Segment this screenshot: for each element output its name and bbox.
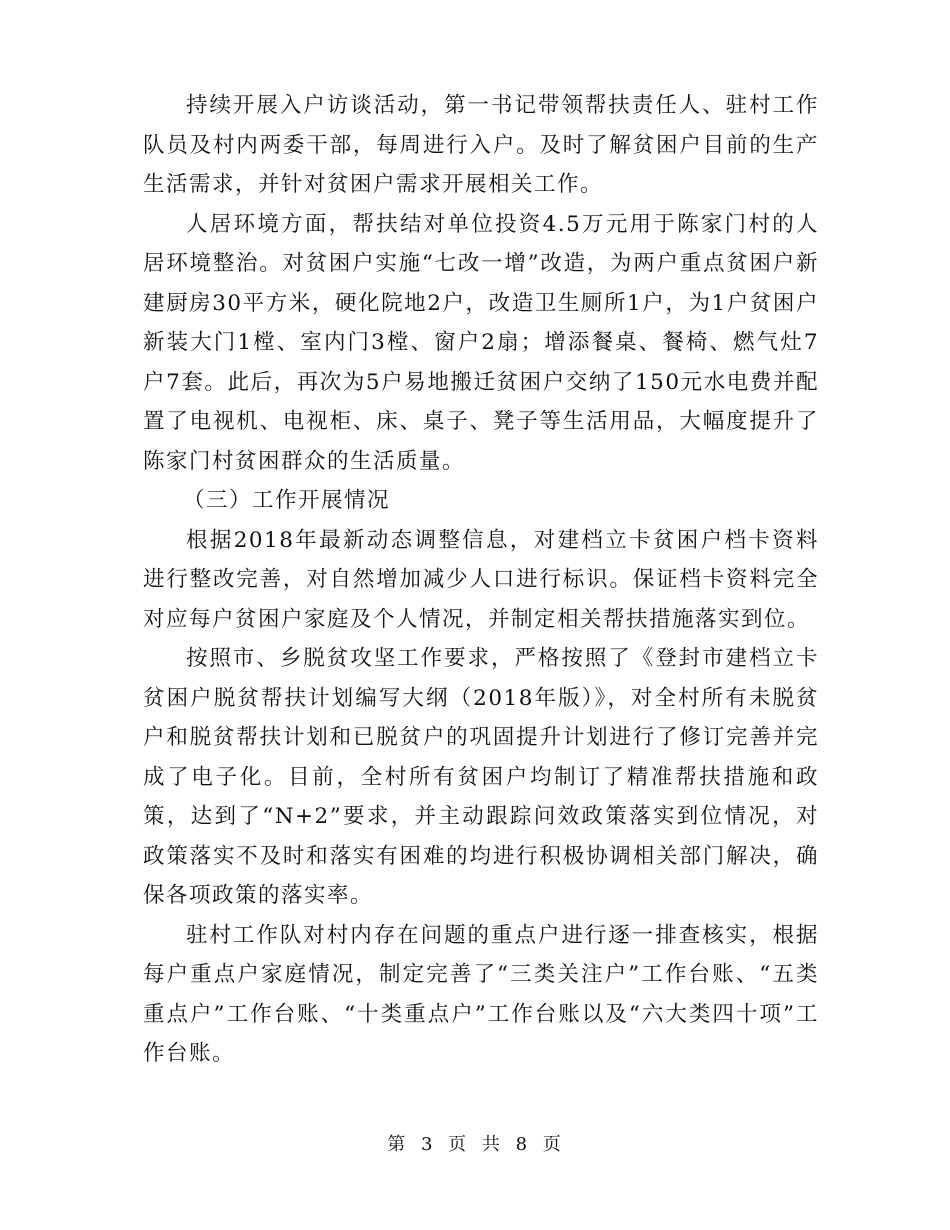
document-body — [143, 86, 819, 1074]
paragraph-home-visits: 持续开展入户访谈活动，第一书记带领帮扶责任人、驻村工作队员及村内两委干部，每周进行入户。及时了解贫困户目前的生产生活需求，并针对贫困户需求开展相关工作。 — [143, 93, 819, 197]
page-number-footer: 第 3 页 共 8 页 — [387, 1134, 563, 1155]
section-heading: （三）工作开展情况 — [183, 488, 391, 513]
paragraph-key-households: 驻村工作队对村内存在问题的重点户进行逐一排查核实，根据每户重点户家庭情况，制定完善了“三类关注户”工作台账、“五类重点户”工作台账、“十类重点户”工作台账以及“六大类四十项”工作台账。 — [143, 922, 819, 1066]
paragraph-assistance-plans: 按照市、乡脱贫攻坚工作要求，严格按照了《登封市建档立卡贫困户脱贫帮扶计划编写大纲（2018年版）》，对全村所有未脱贫户和脱贫帮扶计划和已脱贫户的巩固提升计划进行了修订完善并完成了电子化。目前，全村所有贫困户均制订了精准帮扶措施和政策，达到了“N+2”要求，并主动跟踪问效政策落实到位情况，对政策落实不及时和落实有困难的均进行积极协调相关部门解决，确保各项政策的落实率。 — [143, 646, 819, 908]
paragraph-living-environment: 人居环境方面，帮扶结对单位投资4.5万元用于陈家门村的人居环境整治。对贫困户实施“七改一增”改造，为两户重点贫困户新建厨房30平方米，硬化院地2户，改造卫生厕所1户，为1户贫困户新装大门1樘、室内门3樘、窗户2扇；增添餐桌、餐椅、燃气灶7户7套。此后，再次为5户易地搬迁贫困户交纳了150元水电费并配置了电视机、电视柜、床、桌子、凳子等生活用品，大幅度提升了陈家门村贫困群众的生活质量。 — [143, 211, 819, 474]
paragraph-archive-updates: 根据2018年最新动态调整信息，对建档立卡贫困户档卡资料进行整改完善，对自然增加减少人口进行标识。保证档卡资料完全对应每户贫困户家庭及个人情况，并制定相关帮扶措施落实到位。 — [143, 527, 819, 632]
